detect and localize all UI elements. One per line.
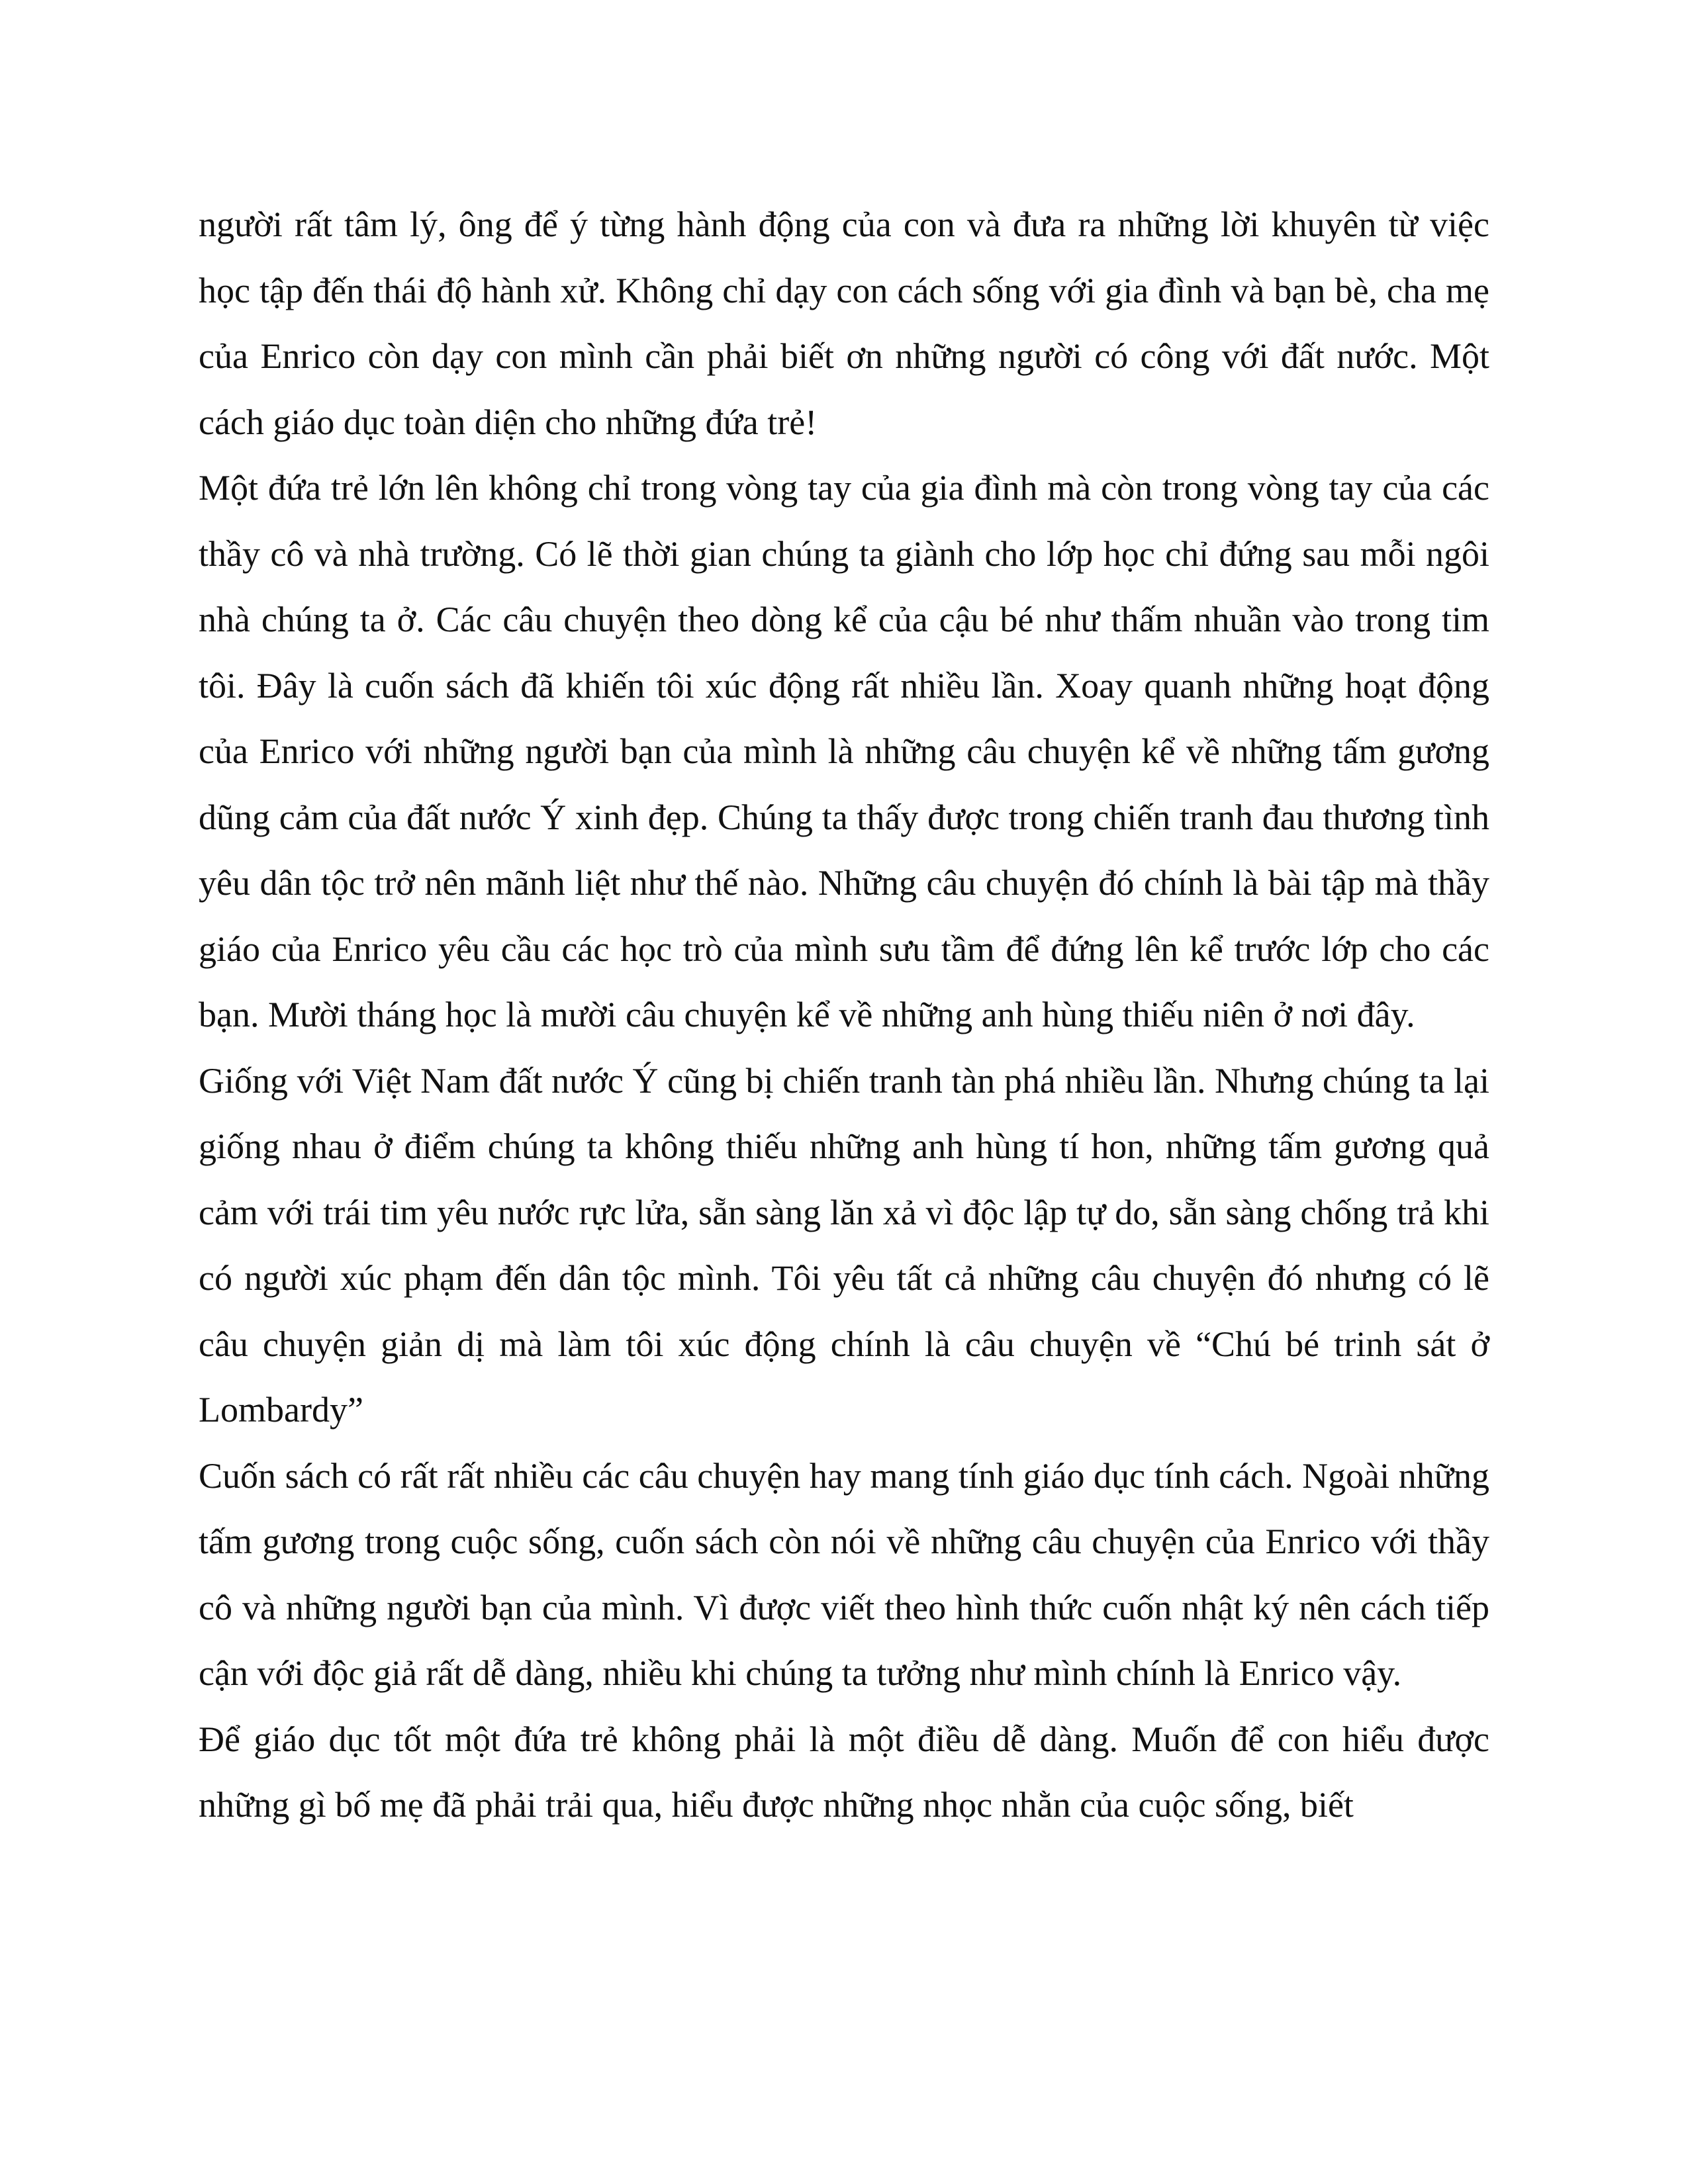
paragraph-1: người rất tâm lý, ông để ý từng hành động của con và đưa ra những lời khuyên từ việc học tập đến thái độ hành xử. Không chỉ dạy con cách sống với gia đình và bạn bè, cha mẹ của Enrico còn dạy con mình cần phải biết ơn những người có công với đất nước. Một cách giáo dục toàn diện cho những đứa trẻ! (199, 205, 1489, 442)
paragraph-4: Cuốn sách có rất rất nhiều các câu chuyện hay mang tính giáo dục tính cách. Ngoài những tấm gương trong cuộc sống, cuốn sách còn nói về những câu chuyện của Enrico với thầy cô và những người bạn của mình. Vì được viết theo hình thức cuốn nhật ký nên cách tiếp cận với độc giả rất dễ dàng, nhiều khi chúng ta tưởng như mình chính là Enrico vậy. (199, 1455, 1489, 1693)
paragraph-3: Giống với Việt Nam đất nước Ý cũng bị chiến tranh tàn phá nhiều lần. Nhưng chúng ta lại giống nhau ở điểm chúng ta không thiếu những anh hùng tí hon, những tấm gương quả cảm với trái tim yêu nước rực lửa, sẵn sàng lăn xả vì độc lập tự do, sẵn sàng chống trả khi có người xúc phạm đến dân tộc mình. Tôi yêu tất cả những câu chuyện đó nhưng có lẽ câu chuyện giản dị mà làm tôi xúc động chính là câu chuyện về “Chú bé trinh sát ở Lombardy” (199, 1060, 1489, 1430)
paragraph-2: Một đứa trẻ lớn lên không chỉ trong vòng tay của gia đình mà còn trong vòng tay của các thầy cô và nhà trường. Có lẽ thời gian chúng ta giành cho lớp học chỉ đứng sau mỗi ngôi nhà chúng ta ở. Các câu chuyện theo dòng kể của cậu bé như thấm nhuần vào trong tim tôi. Đây là cuốn sách đã khiến tôi xúc động rất nhiều lần. Xoay quanh những hoạt động của Enrico với những người bạn của mình là những câu chuyện kể về những tấm gương dũng cảm của đất nước Ý xinh đẹp. Chúng ta thấy được trong chiến tranh đau thương tình yêu dân tộc trở nên mãnh liệt như thế nào. Những câu chuyện đó chính là bài tập mà thầy giáo của Enrico yêu cầu các học trò của mình sưu tầm để đứng lên kể trước lớp cho các bạn. Mười tháng học là mười câu chuyện kể về những anh hùng thiếu niên ở nơi đây. (199, 468, 1489, 1034)
paragraph-5: Để giáo dục tốt một đứa trẻ không phải là một điều dễ dàng. Muốn để con hiểu được những gì bố mẹ đã phải trải qua, hiểu được những nhọc nhằn của cuộc sống, biết (199, 1719, 1489, 1825)
document-body (199, 192, 1489, 1839)
